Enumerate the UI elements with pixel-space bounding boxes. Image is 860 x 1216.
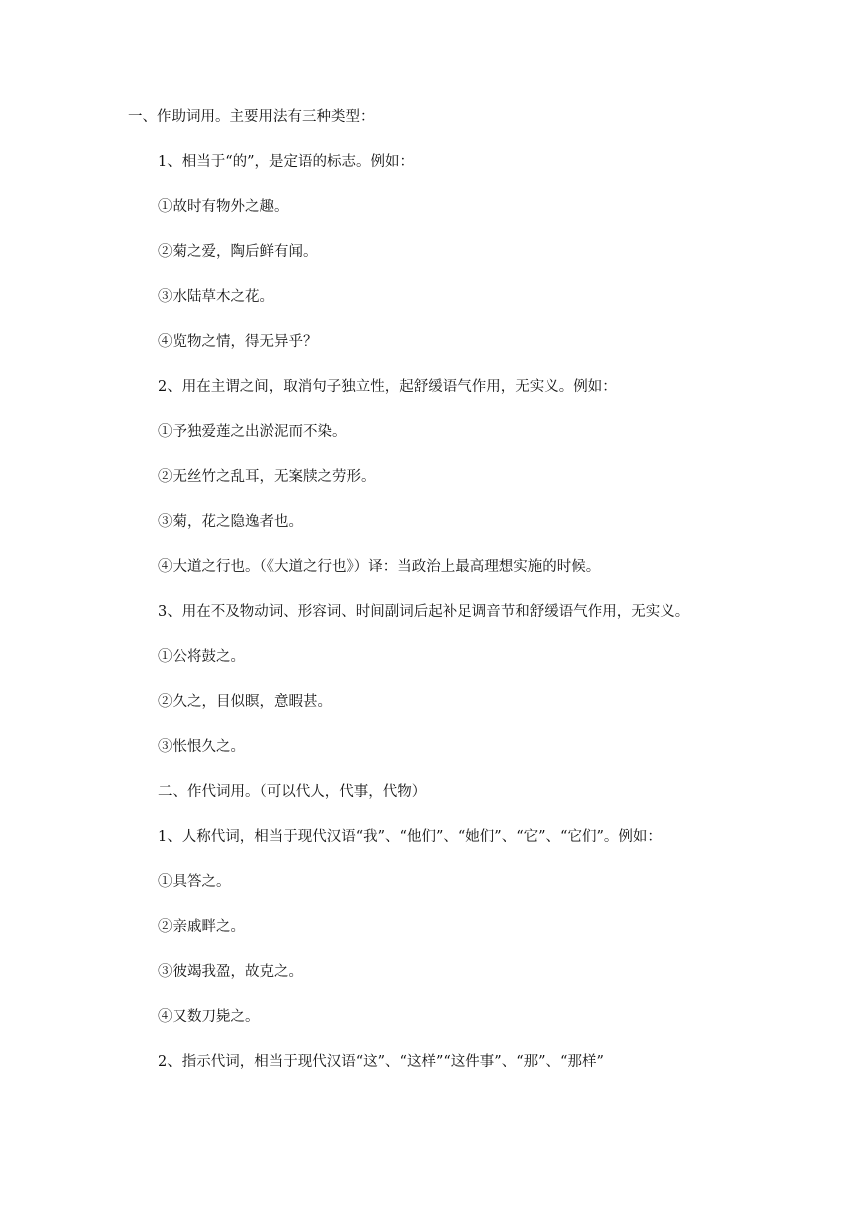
example-line: ③怅恨久之。 [158,739,245,755]
example-line: ①具答之。 [158,874,231,890]
example-line: ④大道之行也。（《大道之行也》）译：当政治上最高理想实施的时候。 [158,559,601,575]
example-line: ④又数刀毙之。 [158,1009,260,1025]
example-line: ③水陆草木之花。 [158,289,274,305]
example-line: ②菊之爱，陶后鲜有闻。 [158,244,318,260]
example-line: ③菊，花之隐逸者也。 [158,514,303,530]
subheading-1-3: 3、用在不及物动词、形容词、时间副词后起补足调音节和舒缓语气作用，无实义。 [158,604,690,620]
subheading-1-2: 2、用在主谓之间，取消句子独立性，起舒缓语气作用，无实义。例如： [158,379,617,395]
example-line: ①予独爱莲之出淤泥而不染。 [158,424,347,440]
example-line: ③彼竭我盈，故克之。 [158,964,303,980]
example-line: ④览物之情，得无异乎？ [158,334,318,350]
document-body [128,104,740,1094]
subheading-2-2: 2、指示代词，相当于现代汉语“这”、“这样”“这件事”、“那”、“那样” [158,1054,604,1070]
example-line: ①公将鼓之。 [158,649,245,665]
subheading-1-1: 1、相当于“的”，是定语的标志。例如： [158,154,415,170]
section-heading-2: 二、作代词用。（可以代人，代事，代物） [158,784,427,800]
example-line: ①故时有物外之趣。 [158,199,289,215]
example-line: ②久之，目似瞑，意暇甚。 [158,694,332,710]
subheading-2-1: 1、人称代词，相当于现代汉语“我”、“他们”、“她们”、“它”、“它们”。例如： [158,829,662,845]
example-line: ②无丝竹之乱耳，无案牍之劳形。 [158,469,376,485]
section-heading-1: 一、作助词用。主要用法有三种类型： [128,109,375,125]
example-line: ②亲戚畔之。 [158,919,245,935]
